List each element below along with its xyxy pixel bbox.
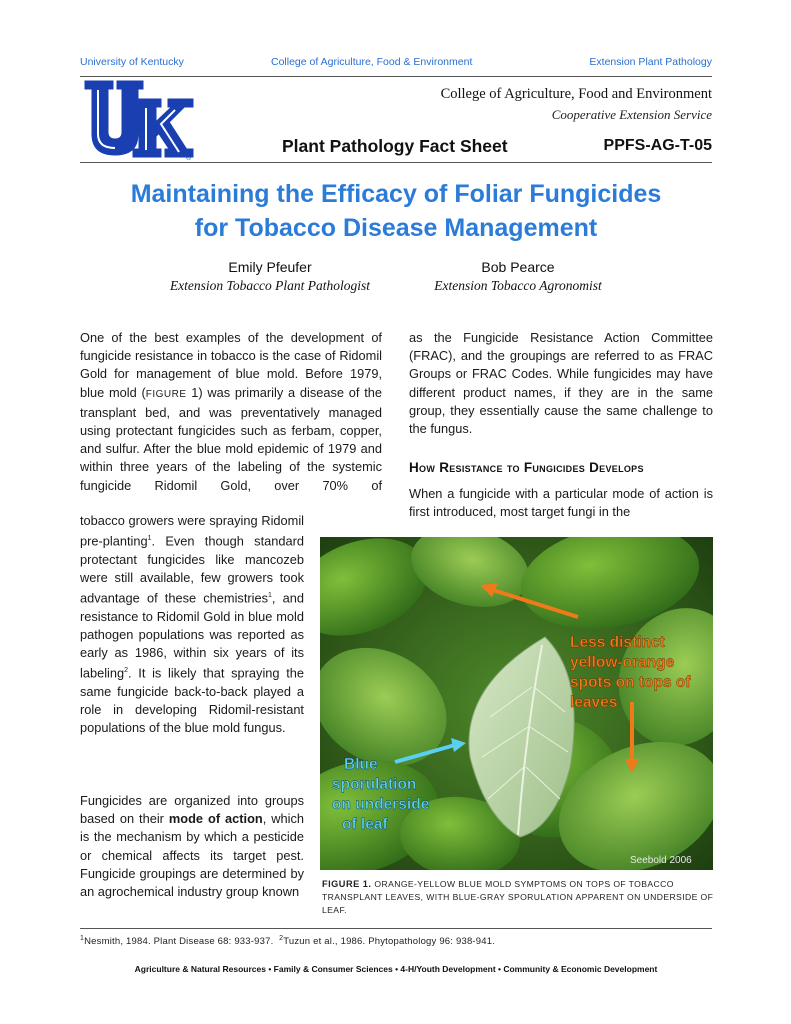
- university-link[interactable]: University of Kentucky: [80, 56, 184, 68]
- annotation-orange-2: yellow-orange: [570, 654, 675, 671]
- figure-1-photo: [320, 537, 713, 870]
- paragraph-1-top: One of the best examples of the development of fungicide resistance in tobacco is the case of Ridomil Gold for management of blue mold. Before 1979, blue mold (FIGURE 1) was primarily a disease of the transplant bed, and was preventatively managed using protectant fungicides such as ferbam, copper, and sulfur. After the blue mold epidemic of 1979 and within three years of the labeling of the systemic fungicide Ridomil Gold, over 70% of: [80, 330, 382, 493]
- annotation-blue-4: of leaf: [342, 816, 388, 833]
- figure-reference[interactable]: FIGURE: [145, 388, 187, 400]
- document-number: PPFS-AG-T-05: [603, 137, 712, 154]
- uk-logo: [84, 80, 196, 162]
- footnotes: $^1$Nesmith, 1984. Plant Disease 68: 933-937. $^2$Tuzun et al., 1986. Phytopathology 96: 938-941.: [80, 935, 496, 948]
- figure-caption: [322, 878, 714, 917]
- author-name: Bob Pearce: [481, 259, 555, 275]
- author-role: Extension Tobacco Plant Pathologist: [169, 278, 371, 293]
- header-links: [80, 56, 712, 72]
- title-line-2: for Tobacco Disease Management: [194, 214, 598, 242]
- annotation-orange-1: Less distinct: [570, 634, 665, 651]
- paragraph-1-continued: tobacco growers were spraying Ridomil pre-planting$^1$. Even though standard protectant fungicides like mancozeb were still available, few growers took advantage of these chemistries$^1$, and resistance to Ridomil Gold in blue mold pathogen populations was reported as early as 1986, within six years of its labeling$^2$. It is likely that spraying the same fungicide back-to-back played a role in developing Ridomil-resistant populations of the blue mold fungus.: [80, 513, 304, 736]
- photo-credit: Seebold 2006: [630, 855, 692, 866]
- paragraph-2: Fungicides are organized into groups based on their mode of action, which is the mechanism by which a pesticide or chemical affects its target pest. Fungicide groupings are determined by an agrochemical industry group known: [80, 793, 304, 900]
- annotation-blue-1: Blue: [344, 756, 378, 773]
- registered-mark: ®: [186, 155, 192, 162]
- footnote-ref: 1: [147, 535, 152, 543]
- annotation-orange-4: leaves: [570, 694, 618, 711]
- mode-of-action-term: mode of action: [168, 811, 263, 827]
- page-title: [80, 177, 712, 245]
- page-footer: Agriculture & Natural Resources • Family & Consumer Sciences • 4-H/Youth Development • Community & Economic Development: [134, 964, 658, 974]
- author-2: [398, 259, 638, 294]
- author-name: Emily Pfeufer: [228, 259, 312, 275]
- annotation-blue-3: on underside: [332, 796, 430, 813]
- footnote-2: Tuzun et al., 1986. Phytopathology 96: 938-941.: [283, 936, 496, 948]
- author-role: Extension Tobacco Agronomist: [434, 278, 602, 293]
- caption-text: ORANGE-YELLOW BLUE MOLD SYMPTOMS ON TOPS OF TOBACCO TRANSPLANT LEAVES, WITH BLUE-GRAY SPORULATION APPARENT ON UNDERSIDE OF LEAF.: [322, 879, 714, 915]
- footnote-ref: 1: [268, 592, 272, 600]
- paragraph-3: as the Fungicide Resistance Action Committee (FRAC), and the groupings are referred to as FRAC Groups or FRAC Codes. While fungicides may have different product names, if they are in the same group, they essentially cause the same challenge to the fungus.: [409, 330, 713, 437]
- paragraph-4: When a fungicide with a particular mode of action is first introduced, most target fungi in the: [409, 486, 713, 520]
- author-1: [140, 259, 400, 294]
- header-rule-top: [80, 76, 712, 77]
- annotation-orange-3: spots on tops of: [570, 674, 691, 691]
- college-name: College of Agriculture, Food and Environment: [440, 86, 712, 102]
- annotation-blue-2: sporulation: [332, 776, 417, 793]
- fact-sheet-label: Plant Pathology Fact Sheet: [282, 136, 508, 156]
- header-rule-bottom: [80, 162, 712, 163]
- footnote-rule: [80, 928, 712, 929]
- footnote-ref: 2: [124, 667, 129, 675]
- extension-service: Cooperative Extension Service: [551, 107, 712, 122]
- college-link[interactable]: College of Agriculture, Food & Environment: [271, 56, 473, 68]
- caption-label: FIGURE 1.: [322, 879, 372, 889]
- footnote-1: Nesmith, 1984. Plant Disease 68: 933-937.: [84, 936, 274, 948]
- college-block: [441, 86, 712, 123]
- section-heading: How Resistance to Fungicides Develops: [409, 460, 644, 475]
- title-line-1: Maintaining the Efficacy of Foliar Fungicides: [130, 180, 662, 208]
- department-link[interactable]: Extension Plant Pathology: [589, 56, 712, 68]
